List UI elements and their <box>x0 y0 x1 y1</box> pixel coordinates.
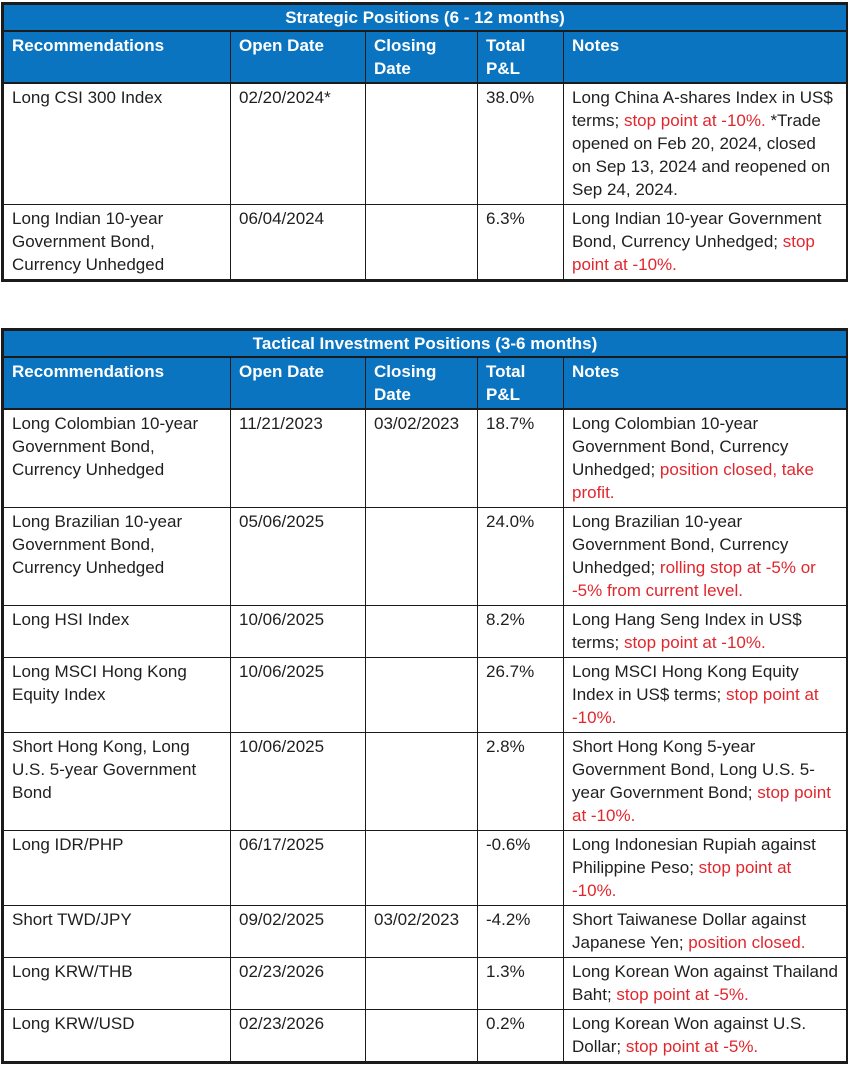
position-row <box>3 409 848 508</box>
column-header-recommendations: Recommendations <box>3 31 231 83</box>
note-text: Short Hong Kong 5-year Government Bond, Long U.S. 5-year Government Bond; <box>572 737 815 802</box>
closing-date-cell <box>366 831 478 906</box>
position-row <box>3 83 848 205</box>
recommendation-cell: Long KRW/THB <box>3 958 231 1010</box>
position-row <box>3 906 848 958</box>
tactical-positions-body <box>3 409 848 1063</box>
position-row <box>3 1010 848 1063</box>
open-date-cell: 02/23/2026 <box>231 958 366 1010</box>
column-header-open-date: Open Date <box>231 31 366 83</box>
note-text: Long Brazilian 10-year Government Bond, Currency Unhedged; <box>572 512 789 577</box>
note-alert-text: stop point at -10%. <box>623 633 766 652</box>
note-alert-text: stop point at -10%. <box>572 685 819 727</box>
recommendation-cell: Short TWD/JPY <box>3 906 231 958</box>
total-pnl-cell: 1.3% <box>478 958 564 1010</box>
total-pnl-cell: -0.6% <box>478 831 564 906</box>
closing-date-cell <box>366 733 478 831</box>
note-alert-text: position closed. <box>688 933 806 952</box>
section-title: Tactical Investment Positions (3-6 months) <box>3 330 848 358</box>
recommendation-cell: Long IDR/PHP <box>3 831 231 906</box>
column-header-notes: Notes <box>564 357 848 409</box>
note-alert-text: stop point at -10%. <box>572 858 792 900</box>
note-text: Long MSCI Hong Kong Equity Index in US$ terms; <box>572 662 799 704</box>
column-header-notes: Notes <box>564 31 848 83</box>
closing-date-cell <box>366 83 478 205</box>
notes-cell <box>564 409 848 508</box>
note-text: Long Hang Seng Index in US$ terms; <box>572 610 802 652</box>
closing-date-cell <box>366 606 478 658</box>
strategic-positions-body <box>3 83 848 281</box>
note-text: Long Indonesian Rupiah against Philippine Peso; <box>572 835 816 877</box>
note-alert-text: stop point at -5%. <box>625 1037 759 1056</box>
open-date-cell: 11/21/2023 <box>231 409 366 508</box>
closing-date-cell <box>366 658 478 733</box>
note-alert-text: stop point at -10%. <box>623 111 766 130</box>
total-pnl-cell: 18.7% <box>478 409 564 508</box>
note-alert-text: stop point at -5%. <box>616 985 749 1004</box>
closing-date-cell <box>366 958 478 1010</box>
open-date-cell: 09/02/2025 <box>231 906 366 958</box>
note-text: Long Indian 10-year Government Bond, Currency Unhedged; <box>572 209 822 251</box>
section-title-row <box>3 330 848 358</box>
note-alert-text: rolling stop at -5% or -5% from current level. <box>572 558 816 600</box>
open-date-cell: 10/06/2025 <box>231 606 366 658</box>
note-text: Long Korean Won against Thailand Baht; <box>572 962 838 1004</box>
total-pnl-cell: -4.2% <box>478 906 564 958</box>
notes-cell <box>564 906 848 958</box>
note-text: Long Korean Won against U.S. Dollar; <box>572 1014 807 1056</box>
note-alert-text: position closed, take profit. <box>572 460 814 502</box>
closing-date-cell <box>366 1010 478 1063</box>
column-header-total-pnl: Total P&L <box>478 31 564 83</box>
notes-cell <box>564 606 848 658</box>
note-text: *Trade opened on Feb 20, 2024, closed on Sep 13, 2024 and reopened on Sep 24, 2024. <box>572 111 831 199</box>
recommendation-cell: Short Hong Kong, Long U.S. 5-year Government Bond <box>3 733 231 831</box>
notes-cell <box>564 733 848 831</box>
column-header-total-pnl: Total P&L <box>478 357 564 409</box>
position-row <box>3 658 848 733</box>
position-row <box>3 831 848 906</box>
total-pnl-cell: 2.8% <box>478 733 564 831</box>
tactical-positions-table <box>1 328 848 1064</box>
column-header-recommendations: Recommendations <box>3 357 231 409</box>
section-title-row <box>3 4 848 32</box>
position-row <box>3 205 848 281</box>
recommendation-cell: Long Brazilian 10-year Government Bond, Currency Unhedged <box>3 508 231 606</box>
note-text: Long Colombian 10-year Government Bond, Currency Unhedged; <box>572 414 789 479</box>
recommendation-cell: Long KRW/USD <box>3 1010 231 1063</box>
notes-cell <box>564 83 848 205</box>
recommendation-cell: Long Colombian 10-year Government Bond, Currency Unhedged <box>3 409 231 508</box>
note-text: Short Taiwanese Dollar against Japanese Yen; <box>572 910 807 952</box>
total-pnl-cell: 26.7% <box>478 658 564 733</box>
total-pnl-cell: 24.0% <box>478 508 564 606</box>
notes-cell <box>564 658 848 733</box>
recommendation-cell: Long Indian 10-year Government Bond, Currency Unhedged <box>3 205 231 281</box>
total-pnl-cell: 0.2% <box>478 1010 564 1063</box>
note-alert-text: stop point at -10%. <box>572 783 831 825</box>
open-date-cell: 02/23/2026 <box>231 1010 366 1063</box>
note-alert-text: stop point at -10%. <box>572 232 815 274</box>
closing-date-cell <box>366 508 478 606</box>
recommendation-cell: Long HSI Index <box>3 606 231 658</box>
strategic-positions-table <box>1 2 848 282</box>
section-gap <box>1 282 846 328</box>
position-row <box>3 958 848 1010</box>
closing-date-cell: 03/02/2023 <box>366 409 478 508</box>
recommendation-cell: Long MSCI Hong Kong Equity Index <box>3 658 231 733</box>
column-header-open-date: Open Date <box>231 357 366 409</box>
recommendation-cell: Long CSI 300 Index <box>3 83 231 205</box>
section-title: Strategic Positions (6 - 12 months) <box>3 4 848 32</box>
total-pnl-cell: 6.3% <box>478 205 564 281</box>
notes-cell <box>564 1010 848 1063</box>
notes-cell <box>564 831 848 906</box>
open-date-cell: 05/06/2025 <box>231 508 366 606</box>
column-header-row <box>3 31 848 83</box>
notes-cell <box>564 205 848 281</box>
total-pnl-cell: 8.2% <box>478 606 564 658</box>
note-text: Long China A-shares Index in US$ terms; <box>572 88 833 130</box>
notes-cell <box>564 508 848 606</box>
open-date-cell: 02/20/2024* <box>231 83 366 205</box>
column-header-closing-date: Closing Date <box>366 357 478 409</box>
total-pnl-cell: 38.0% <box>478 83 564 205</box>
open-date-cell: 06/04/2024 <box>231 205 366 281</box>
closing-date-cell <box>366 205 478 281</box>
position-row <box>3 606 848 658</box>
column-header-row <box>3 357 848 409</box>
closing-date-cell: 03/02/2023 <box>366 906 478 958</box>
open-date-cell: 10/06/2025 <box>231 733 366 831</box>
notes-cell <box>564 958 848 1010</box>
column-header-closing-date: Closing Date <box>366 31 478 83</box>
open-date-cell: 06/17/2025 <box>231 831 366 906</box>
position-row <box>3 733 848 831</box>
open-date-cell: 10/06/2025 <box>231 658 366 733</box>
position-row <box>3 508 848 606</box>
